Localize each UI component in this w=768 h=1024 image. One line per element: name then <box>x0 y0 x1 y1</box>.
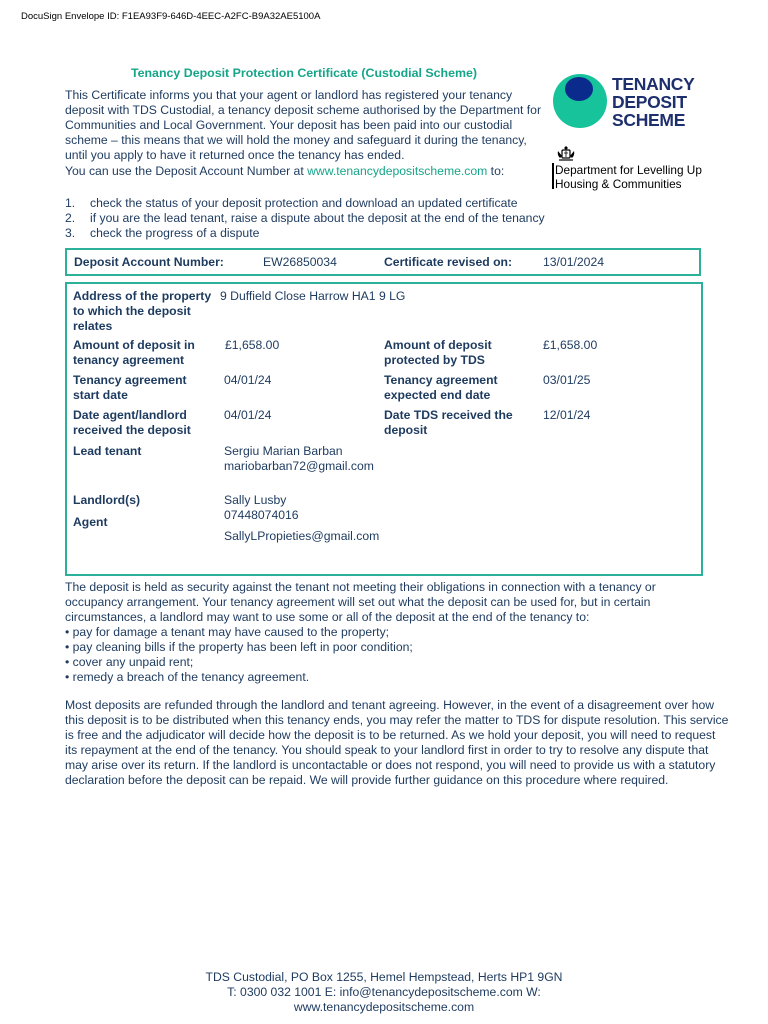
list-item: 1. check the status of your deposit protection and download an updated certificate <box>65 196 518 210</box>
department-name: Department for Levelling Up Housing & Communities <box>555 163 702 191</box>
tds-received-value: 12/01/24 <box>543 408 591 422</box>
footer-contact: T: 0300 032 1001 E: info@tenancydepositscheme.com W: <box>227 985 541 999</box>
end-date-value: 03/01/25 <box>543 373 591 387</box>
footer <box>0 970 768 1015</box>
list-item: • cover any unpaid rent; <box>65 655 194 669</box>
received-date-label: Date agent/landlord received the deposit <box>73 408 191 437</box>
royal-crest-icon <box>556 145 576 163</box>
revised-date-value: 13/01/2024 <box>543 255 604 269</box>
usage-steps-list <box>65 196 625 241</box>
revised-date-label: Certificate revised on: <box>384 255 513 269</box>
lead-tenant-name: Sergiu Marian Barban <box>224 444 343 458</box>
certificate-title: Tenancy Deposit Protection Certificate (Custodial Scheme) <box>130 66 478 80</box>
tds-received-label: Date TDS received the deposit <box>384 408 513 437</box>
landlord-email: SallyLPropieties@gmail.com <box>224 529 380 543</box>
refund-paragraph: Most deposits are refunded through the landlord and tenant agreeing. However, in the event of a disagreement over how this deposit is to be distributed when this tenancy ends, you may refer the matter to TDS for dispute resolution. This service is free and the adjudicator will decide how the deposit is to be returned. As we hold your deposit, you will need to request its repayment at the end of the tenancy. You should speak to your landlord first in order to try to resolve any dispute that may arise over its return. If the landlord is uncontactable or does not respond, you will need to provide us with a statutory declaration before the deposit can be repaid. We will provide further guidance on this procedure where required. <box>65 698 729 787</box>
deposit-protected-value: £1,658.00 <box>543 338 598 352</box>
deposit-protected-label: Amount of deposit protected by TDS <box>384 338 492 367</box>
usage-prefix: You can use the Deposit Account Number at <box>65 164 308 178</box>
footer-address: TDS Custodial, PO Box 1255, Hemel Hempstead, Herts HP1 9GN <box>205 970 563 984</box>
list-item: • remedy a breach of the tenancy agreement. <box>65 670 310 684</box>
refund-section <box>65 698 730 788</box>
address-value: 9 Duffield Close Harrow HA1 9 LG <box>220 289 406 303</box>
deposit-agreement-label: Amount of deposit in tenancy agreement <box>73 338 195 367</box>
address-label: Address of the property to which the deposit relates <box>73 289 212 333</box>
received-date-value: 04/01/24 <box>224 408 272 422</box>
list-item: • pay for damage a tenant may have caused to the property; <box>65 625 390 639</box>
lead-tenant-email: mariobarban72@gmail.com <box>224 459 374 473</box>
landlord-name: Sally Lusby <box>224 493 287 507</box>
agent-label: Agent <box>73 515 108 529</box>
website-link[interactable]: www.tenancydepositscheme.com <box>307 164 488 178</box>
tds-logo-text: TENANCY DEPOSIT SCHEME <box>612 74 695 130</box>
intro-usage-line <box>65 164 550 179</box>
lead-tenant-label: Lead tenant <box>73 444 142 458</box>
security-section <box>65 580 715 685</box>
usage-suffix: to: <box>487 164 505 178</box>
account-number-label: Deposit Account Number: <box>74 255 224 269</box>
landlord-phone: 07448074016 <box>224 508 299 522</box>
deposit-agreement-value: £1,658.00 <box>225 338 280 352</box>
list-item: 3. check the progress of a dispute <box>65 226 260 240</box>
envelope-id: DocuSign Envelope ID: F1EA93F9-646D-4EEC-A2FC-B9A32AE5100A <box>21 11 321 22</box>
list-item: • pay cleaning bills if the property has been left in poor condition; <box>65 640 413 654</box>
landlord-label: Landlord(s) <box>73 493 141 507</box>
intro-paragraph: This Certificate informs you that your agent or landlord has registered your tenancy deposit with TDS Custodial, a tenancy deposit scheme authorised by the Department for Communities and Local Government. Your deposit has been paid into our custodial scheme – this means that we will hold the money and safeguard it during the tenancy, until you apply to have it returned once the tenancy has ended. <box>65 88 542 162</box>
list-item: 2. if you are the lead tenant, raise a dispute about the deposit at the end of the tenancy <box>65 211 545 225</box>
start-date-label: Tenancy agreement start date <box>73 373 187 402</box>
footer-website: www.tenancydepositscheme.com <box>293 1000 475 1014</box>
account-number-value: EW26850034 <box>263 255 337 269</box>
department-divider <box>552 163 554 189</box>
intro-section <box>65 88 550 179</box>
start-date-value: 04/01/24 <box>224 373 272 387</box>
end-date-label: Tenancy agreement expected end date <box>384 373 498 402</box>
security-paragraph: The deposit is held as security against the tenant not meeting their obligations in connection with a tenancy or occupancy arrangement. Your tenancy agreement will set out what the deposit can be used for, but in certain circumstances, a landlord may want to use some or all of the deposit at the end of the tenancy to: <box>65 580 656 624</box>
